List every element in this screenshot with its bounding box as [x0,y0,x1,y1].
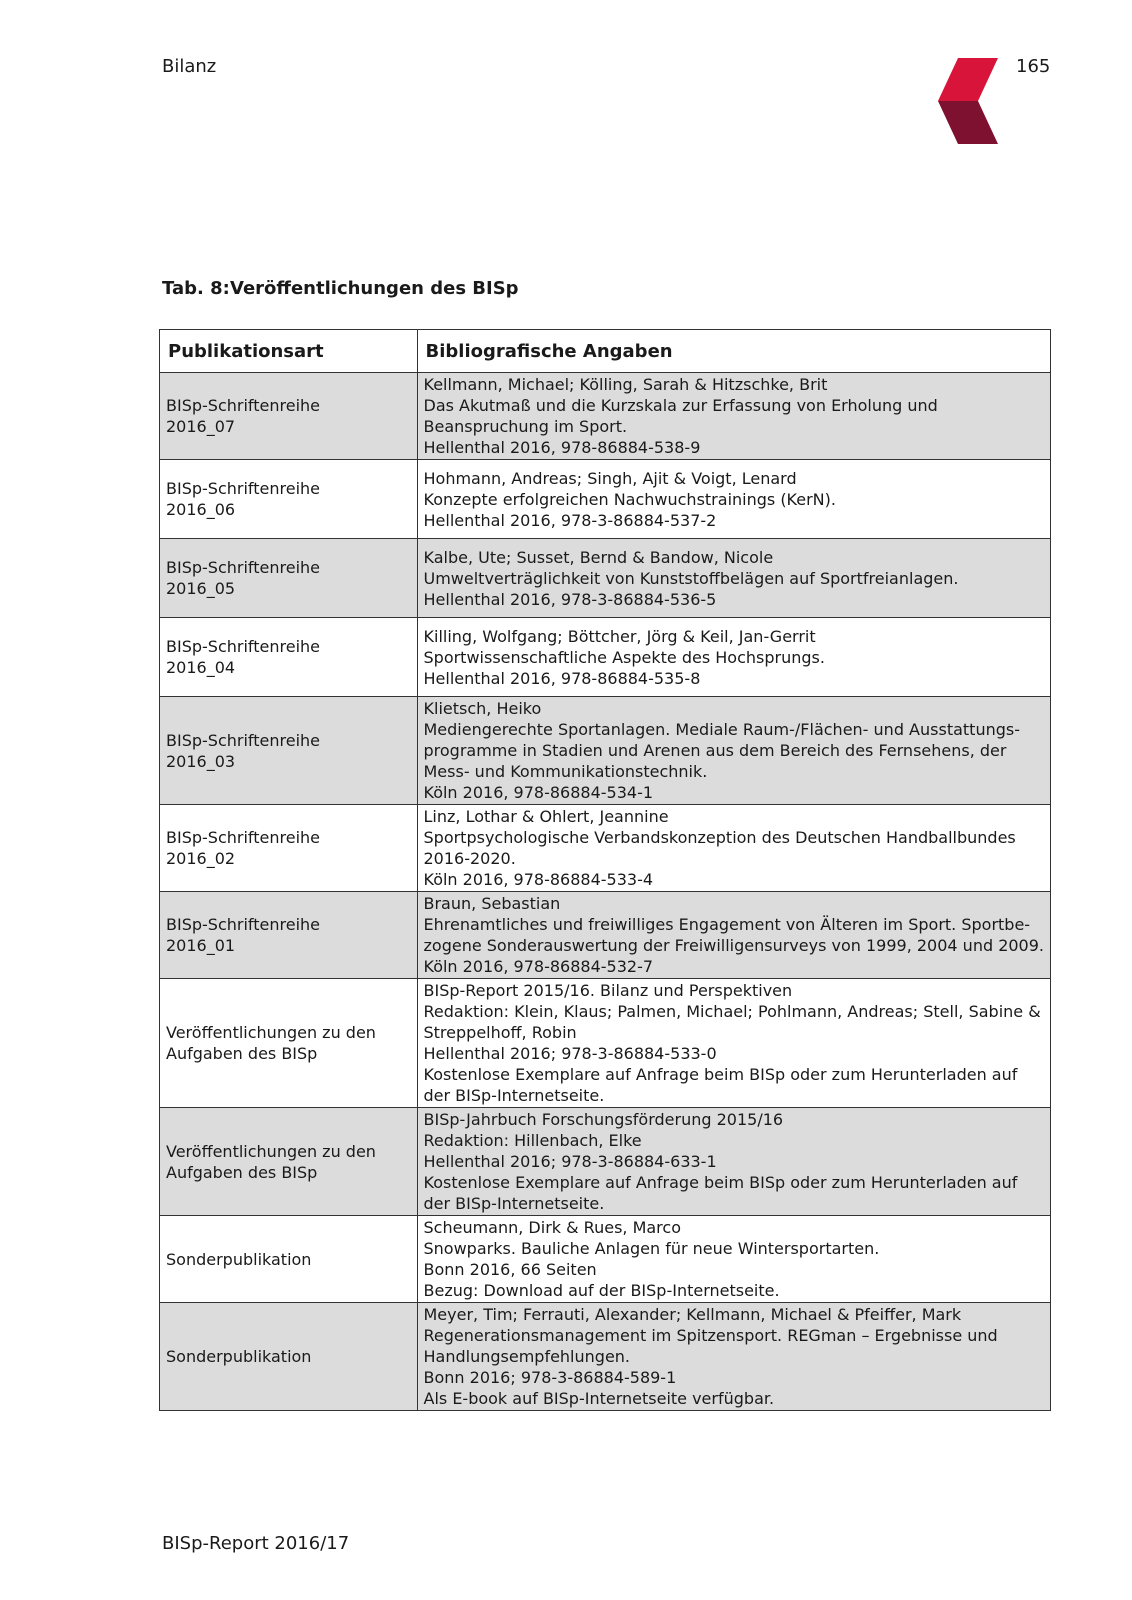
publication-type-cell [160,805,418,892]
bibliographic-line: Kalbe, Ute; Susset, Bernd & Bandow, Nicole [423,547,774,567]
publication-type-line: BISp-Schriftenreihe [166,637,321,656]
bibliographic-line: 2016-2020. [423,849,516,868]
bibliographic-line: Hellenthal 2016, 978-86884-538-9 [423,438,701,457]
publication-type-line: BISp-Schriftenreihe [166,558,321,577]
publication-type-line: 2016_05 [166,579,236,598]
bibliographic-line: Braun, Sebastian [423,894,561,913]
publication-type-cell [160,1108,418,1216]
table-row [160,1303,1051,1411]
bibliographic-line: Kellmann, Michael; Kölling, Sarah & Hitzschke, Brit [423,375,828,394]
page-number: 165 [1016,56,1051,77]
publication-type-line: Aufgaben des BISp [166,1044,318,1063]
table-row [160,1108,1051,1216]
table-caption [162,278,519,299]
logo-lower-part [938,101,998,144]
bibliographic-line: programme in Stadien und Arenen aus dem Bereich des Fernsehens, der [423,741,1007,760]
publication-type-cell [160,1216,418,1303]
bibliographic-line: Köln 2016, 978-86884-534-1 [423,783,654,802]
bibliographic-info-cell [417,1108,1051,1216]
publication-type-cell [160,1303,418,1411]
bibliographic-line: Killing, Wolfgang; Böttcher, Jörg & Keil, Jan-Gerrit [423,626,816,646]
bibliographic-line: Hellenthal 2016; 978-3-86884-533-0 [423,1044,717,1063]
bibliographic-line: Ehrenamtliches und freiwilliges Engagement von Älteren im Sport. Sportbe- [423,915,1031,934]
bibliographic-line: Handlungsempfehlungen. [423,1347,631,1366]
bibliographic-info-cell [417,697,1051,805]
table-number: Tab. 8: [162,278,230,299]
table-row [160,539,1051,618]
table-row [160,892,1051,979]
bibliographic-line: Sportpsychologische Verbandskonzeption des Deutschen Handballbundes [423,828,1016,847]
publication-type-cell [160,892,418,979]
publication-type-line: Veröffentlichungen zu den [166,1141,376,1161]
bibliographic-line: Konzepte erfolgreichen Nachwuchstrainings (KerN). [423,489,836,509]
publication-type-line: 2016_03 [166,751,236,771]
publication-type-line: Aufgaben des BISp [166,1162,318,1182]
bibliographic-line: Hellenthal 2016, 978-3-86884-537-2 [423,510,717,530]
table-title: Veröffentlichungen des BISp [230,278,519,299]
bibliographic-line: Das Akutmaß und die Kurzskala zur Erfassung von Erholung und [423,396,938,415]
bibliographic-line: Redaktion: Klein, Klaus; Palmen, Michael; Pohlmann, Andreas; Stell, Sabine & [423,1002,1041,1021]
bibliographic-info-cell [417,373,1051,460]
bibliographic-info-cell [417,1216,1051,1303]
bibliographic-line: Bonn 2016; 978-3-86884-589-1 [423,1368,677,1387]
table-row [160,1216,1051,1303]
table-row [160,460,1051,539]
publication-type-line: BISp-Schriftenreihe [166,479,321,498]
table-body [160,373,1051,1411]
bibliographic-line: Mediengerechte Sportanlagen. Mediale Raum-/Flächen- und Ausstattungs- [423,720,1020,739]
bibliographic-info-cell [417,539,1051,618]
bibliographic-info-cell [417,1303,1051,1411]
logo-upper-part [938,58,998,101]
column-header-bibliographic-info: Bibliografische Angaben [417,330,1051,373]
bibliographic-line: Hellenthal 2016, 978-3-86884-536-5 [423,589,717,609]
bibliographic-info-cell [417,892,1051,979]
table-row [160,979,1051,1108]
bibliographic-line: Scheumann, Dirk & Rues, Marco [423,1218,681,1237]
publications-table [159,329,1051,1411]
bibliographic-line: Sportwissenschaftliche Aspekte des Hochsprungs. [423,647,825,667]
bibliographic-line: Köln 2016, 978-86884-532-7 [423,957,654,976]
bibliographic-line: Köln 2016, 978-86884-533-4 [423,870,654,889]
publication-type-line: 2016_01 [166,936,236,955]
bibliographic-line: Umweltverträglichkeit von Kunststoffbelägen auf Sportfreianlagen. [423,568,959,588]
bibliographic-line: Hohmann, Andreas; Singh, Ajit & Voigt, Lenard [423,468,797,488]
bibliographic-line: Hellenthal 2016; 978-3-86884-633-1 [423,1152,717,1171]
bibliographic-line: Snowparks. Bauliche Anlagen für neue Wintersportarten. [423,1239,880,1258]
bibliographic-line: der BISp-Internetseite. [423,1086,605,1105]
bibliographic-line: BISp-Jahrbuch Forschungsförderung 2015/16 [423,1110,784,1129]
publication-type-line: BISp-Schriftenreihe [166,828,321,847]
bibliographic-line: Kostenlose Exemplare auf Anfrage beim BISp oder zum Herunterladen auf [423,1173,1018,1192]
publication-type-line: 2016_07 [166,417,236,436]
bibliographic-line: Regenerationsmanagement im Spitzensport. REGman – Ergebnisse und [423,1326,998,1345]
table-row [160,618,1051,697]
table-row [160,697,1051,805]
publication-type-line: BISp-Schriftenreihe [166,396,321,415]
running-header-section: Bilanz [162,56,217,77]
bibliographic-line: der BISp-Internetseite. [423,1194,605,1213]
publication-type-cell [160,618,418,697]
column-header-publication-type: Publikationsart [160,330,418,373]
bibliographic-line: Beanspruchung im Sport. [423,417,628,436]
table-header-row [160,330,1051,373]
bibliographic-info-cell [417,979,1051,1108]
publication-type-line: Veröffentlichungen zu den [166,1023,376,1042]
bibliographic-line: Bonn 2016, 66 Seiten [423,1260,597,1279]
bibliographic-line: Redaktion: Hillenbach, Elke [423,1131,642,1150]
bibliographic-line: Mess- und Kommunikationstechnik. [423,762,708,781]
publication-type-line: BISp-Schriftenreihe [166,915,321,934]
bibliographic-line: zogene Sonderauswertung der Freiwilligensurveys von 1999, 2004 und 2009. [423,936,1044,955]
publication-type-cell [160,979,418,1108]
publication-type-cell [160,460,418,539]
publication-type-cell [160,539,418,618]
publication-type-line: 2016_02 [166,849,236,868]
publication-type-line: Sonderpublikation [166,1249,312,1269]
publication-type-line: BISp-Schriftenreihe [166,730,321,750]
publication-type-line: Sonderpublikation [166,1347,312,1366]
bibliographic-line: Streppelhoff, Robin [423,1023,577,1042]
publication-type-line: 2016_04 [166,658,236,677]
bibliographic-line: Klietsch, Heiko [423,699,542,718]
bibliographic-info-cell [417,805,1051,892]
bibliographic-info-cell [417,618,1051,697]
table-row [160,373,1051,460]
publication-type-line: 2016_06 [166,500,236,519]
bisp-logo-chevron-icon [938,58,998,144]
bibliographic-line: Bezug: Download auf der BISp-Internetseite. [423,1281,780,1300]
bibliographic-line: BISp-Report 2015/16. Bilanz und Perspektiven [423,981,793,1000]
table-row [160,805,1051,892]
bibliographic-line: Kostenlose Exemplare auf Anfrage beim BISp oder zum Herunterladen auf [423,1065,1018,1084]
publication-type-cell [160,373,418,460]
bibliographic-line: Meyer, Tim; Ferrauti, Alexander; Kellmann, Michael & Pfeiffer, Mark [423,1305,962,1324]
running-footer: BISp-Report 2016/17 [162,1533,350,1554]
bibliographic-line: Linz, Lothar & Ohlert, Jeannine [423,807,669,826]
bibliographic-line: Als E-book auf BISp-Internetseite verfügbar. [423,1389,775,1408]
publication-type-cell [160,697,418,805]
bibliographic-info-cell [417,460,1051,539]
bibliographic-line: Hellenthal 2016, 978-86884-535-8 [423,668,701,688]
